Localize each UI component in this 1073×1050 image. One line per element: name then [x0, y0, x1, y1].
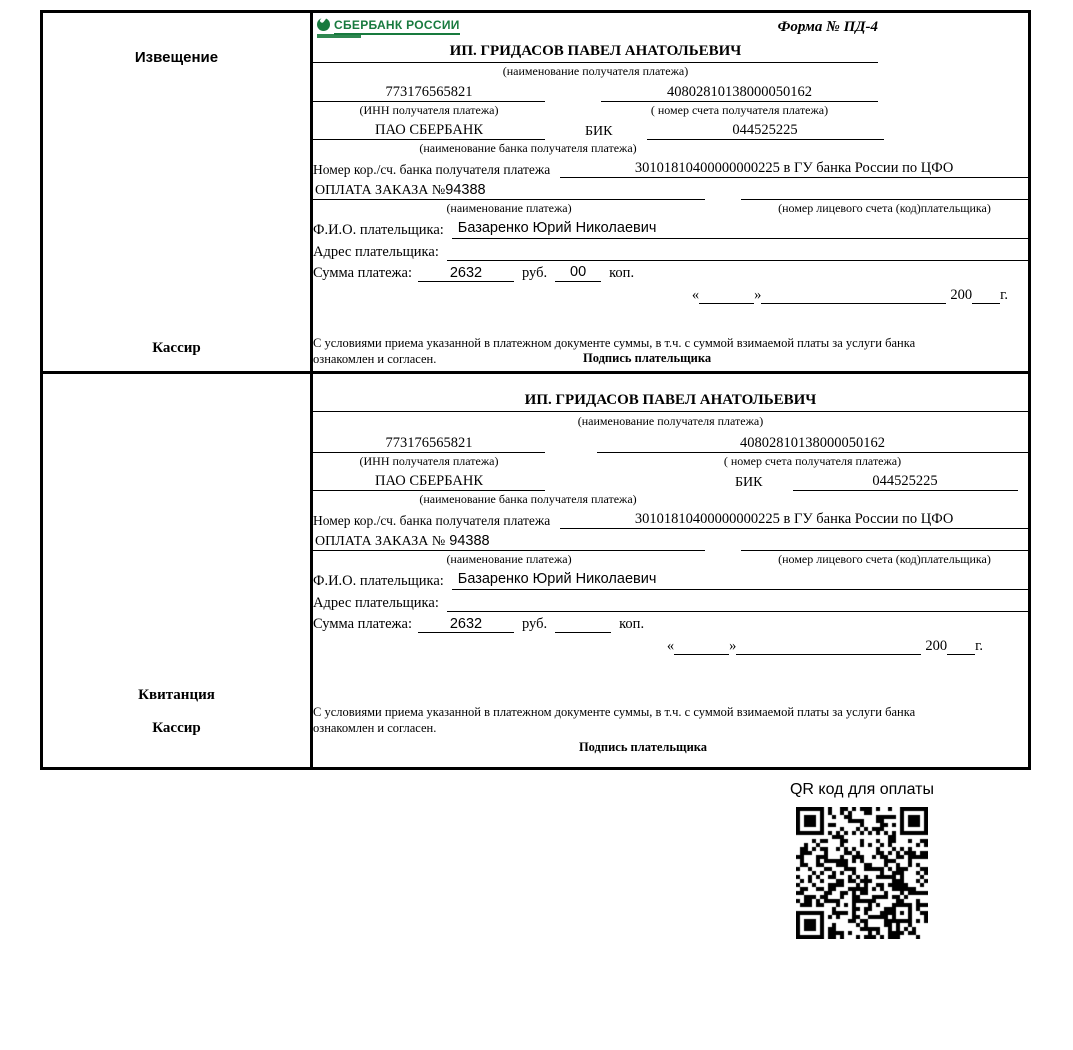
sberbank-logo-icon — [317, 18, 330, 31]
payer-address-row — [313, 242, 1028, 261]
signature-label: Подпись плательщика — [583, 350, 712, 365]
account-caption: ( номер счета получателя платежа) — [650, 103, 829, 117]
purpose-captions-2 — [313, 552, 1028, 567]
quote-close: » — [754, 287, 762, 303]
inn-account-row — [313, 84, 1028, 102]
purpose-text-2: ОПЛАТА ЗАКАЗА № — [315, 534, 446, 549]
corr-account-row-2 — [313, 511, 1028, 529]
purpose-text: ОПЛАТА ЗАКАЗА № — [315, 183, 446, 198]
payer-field-2: Базаренко Юрий Николаевич — [452, 571, 1028, 590]
recipient-caption: (наименование получателя платежа) — [502, 64, 689, 78]
qr-block — [748, 781, 976, 944]
rub-label-2: руб. — [522, 616, 548, 632]
personal-caption-2: (номер лицевого счета (код)плательщика) — [778, 552, 991, 566]
payer-name-row-2 — [313, 571, 1028, 590]
year-suffix: г. — [1000, 287, 1008, 303]
inn-field-2: 773176565821 — [313, 435, 545, 453]
bik-label: БИК — [585, 124, 613, 139]
corr-label-2: Номер кор./сч. банка получателя платежа — [313, 513, 551, 528]
account-caption-2: ( номер счета получателя платежа) — [723, 454, 902, 468]
inn-account-row-2 — [313, 435, 1028, 453]
recipient-name-2: ИП. ГРИДАСОВ ПАВЕЛ АНАТОЛЬЕВИЧ — [313, 392, 1028, 412]
corr-label: Номер кор./сч. банка получателя платежа — [313, 162, 551, 177]
notice-left-cell — [43, 13, 313, 371]
payment-purpose-row-2 — [313, 532, 1028, 551]
year-suffix-2: г. — [975, 638, 983, 654]
year-line — [972, 288, 1000, 304]
qr-code — [796, 807, 928, 939]
sum-kop-field: 00 — [555, 264, 601, 282]
purpose-captions — [313, 201, 1028, 216]
payer-address-row-2 — [313, 593, 1028, 612]
personal-account-field-2 — [741, 533, 1028, 551]
recipient-name: ИП. ГРИДАСОВ ПАВЕЛ АНАТОЛЬЕВИЧ — [313, 43, 878, 63]
agreement-text-2: С условиями приема указанной в платежном документе суммы, в т.ч. с суммой взимаемой платы за услуги банка ознакомлен и согласен. — [313, 704, 916, 735]
inn-field: 773176565821 — [313, 84, 545, 102]
logo-form-row — [313, 17, 878, 43]
cashier-label: Кассир — [152, 340, 201, 356]
purpose-field-2 — [313, 532, 705, 551]
rub-label: руб. — [522, 265, 548, 281]
sberbank-brand-text: СБЕРБАНК РОССИИ — [334, 18, 460, 35]
bik-field: 044525225 — [647, 122, 884, 140]
date-row — [313, 287, 1008, 304]
qr-label: QR код для оплаты — [789, 781, 934, 798]
date-month-line-2 — [736, 639, 921, 655]
date-day-line — [699, 288, 754, 304]
payer-label: Ф.И.О. плательщика: — [313, 222, 444, 238]
inn-caption: (ИНН получателя платежа) — [359, 103, 499, 117]
receipt-label: Квитанция — [138, 687, 215, 703]
quote-open-2: « — [666, 638, 675, 654]
date-month-line — [761, 288, 946, 304]
purpose-field — [313, 181, 705, 200]
kop-label: коп. — [609, 265, 635, 281]
sberbank-logo — [317, 18, 460, 35]
agreement-block-2 — [313, 704, 973, 737]
order-number-2: 94388 — [449, 533, 490, 549]
sum-rub-field-2: 2632 — [418, 616, 514, 633]
order-number: 94388 — [445, 182, 486, 198]
corr-account-row — [313, 160, 1028, 178]
year-line-2 — [947, 639, 975, 655]
quote-close-2: » — [729, 638, 737, 654]
corr-field: 30101810400000000225 в ГУ банка России по ЦФО — [560, 160, 1028, 178]
sum-label-2: Сумма платежа: — [313, 616, 412, 632]
sum-label: Сумма платежа: — [313, 265, 412, 281]
personal-account-field — [741, 182, 1028, 200]
kop-label-2: коп. — [619, 616, 645, 632]
inn-caption-2: (ИНН получателя платежа) — [359, 454, 499, 468]
date-row-2 — [313, 638, 983, 655]
recipient-caption-2: (наименование получателя платежа) — [577, 414, 764, 428]
purpose-caption: (наименование платежа) — [446, 201, 572, 215]
bik-label-2: БИК — [735, 475, 763, 490]
notice-right-cell — [313, 13, 1028, 371]
account-field: 40802810138000050162 — [601, 84, 878, 102]
bank-bik-row — [313, 122, 1028, 140]
purpose-caption-2: (наименование платежа) — [446, 552, 572, 566]
bank-name-field-2: ПАО СБЕРБАНК — [313, 473, 545, 491]
bank-caption: (наименование банка получателя платежа) — [419, 141, 637, 155]
payment-purpose-row — [313, 181, 1028, 200]
account-field-2: 40802810138000050162 — [597, 435, 1028, 453]
bank-name-field: ПАО СБЕРБАНК — [313, 122, 545, 140]
quote-open: « — [691, 287, 700, 303]
form-number-label: Форма № ПД-4 — [777, 19, 878, 35]
date-day-line-2 — [674, 639, 729, 655]
sum-row — [313, 264, 1028, 282]
personal-caption: (номер лицевого счета (код)плательщика) — [778, 201, 991, 215]
inn-account-captions-2 — [313, 454, 1028, 469]
agreement-block — [313, 335, 973, 368]
bank-caption-2: (наименование банка получателя платежа) — [419, 492, 637, 506]
receipt-right-cell — [313, 374, 1028, 767]
payer-name-row — [313, 220, 1028, 239]
notice-label: Извещение — [134, 49, 219, 66]
inn-account-captions — [313, 103, 1028, 118]
payer-label-2: Ф.И.О. плательщика: — [313, 573, 444, 589]
address-field — [447, 242, 1028, 261]
sberbank-tagline-bar — [317, 34, 361, 38]
address-field-2 — [447, 593, 1028, 612]
sum-rub-field: 2632 — [418, 265, 514, 282]
sum-kop-field-2 — [555, 615, 611, 633]
year-prefix-2: 200 — [925, 638, 948, 654]
cashier-label-2: Кассир — [152, 720, 201, 736]
address-label: Адрес плательщика: — [313, 244, 439, 260]
bank-bik-row-2 — [313, 473, 1028, 491]
bik-field-2: 044525225 — [793, 473, 1018, 491]
section-receipt — [43, 374, 1028, 767]
payment-form-pd4 — [40, 10, 1031, 770]
agreement-text: С условиями приема указанной в платежном документе суммы, в т.ч. с суммой взимаемой платы за услуги банка ознакомлен и согласен. — [313, 335, 916, 366]
signature-label-2: Подпись плательщика — [578, 740, 708, 754]
section-notice — [43, 13, 1028, 374]
corr-field-2: 30101810400000000225 в ГУ банка России по ЦФО — [560, 511, 1028, 529]
payer-field: Базаренко Юрий Николаевич — [452, 220, 1028, 239]
address-label-2: Адрес плательщика: — [313, 595, 439, 611]
receipt-left-cell — [43, 374, 313, 767]
sum-row-2 — [313, 615, 1028, 633]
year-prefix: 200 — [950, 287, 973, 303]
